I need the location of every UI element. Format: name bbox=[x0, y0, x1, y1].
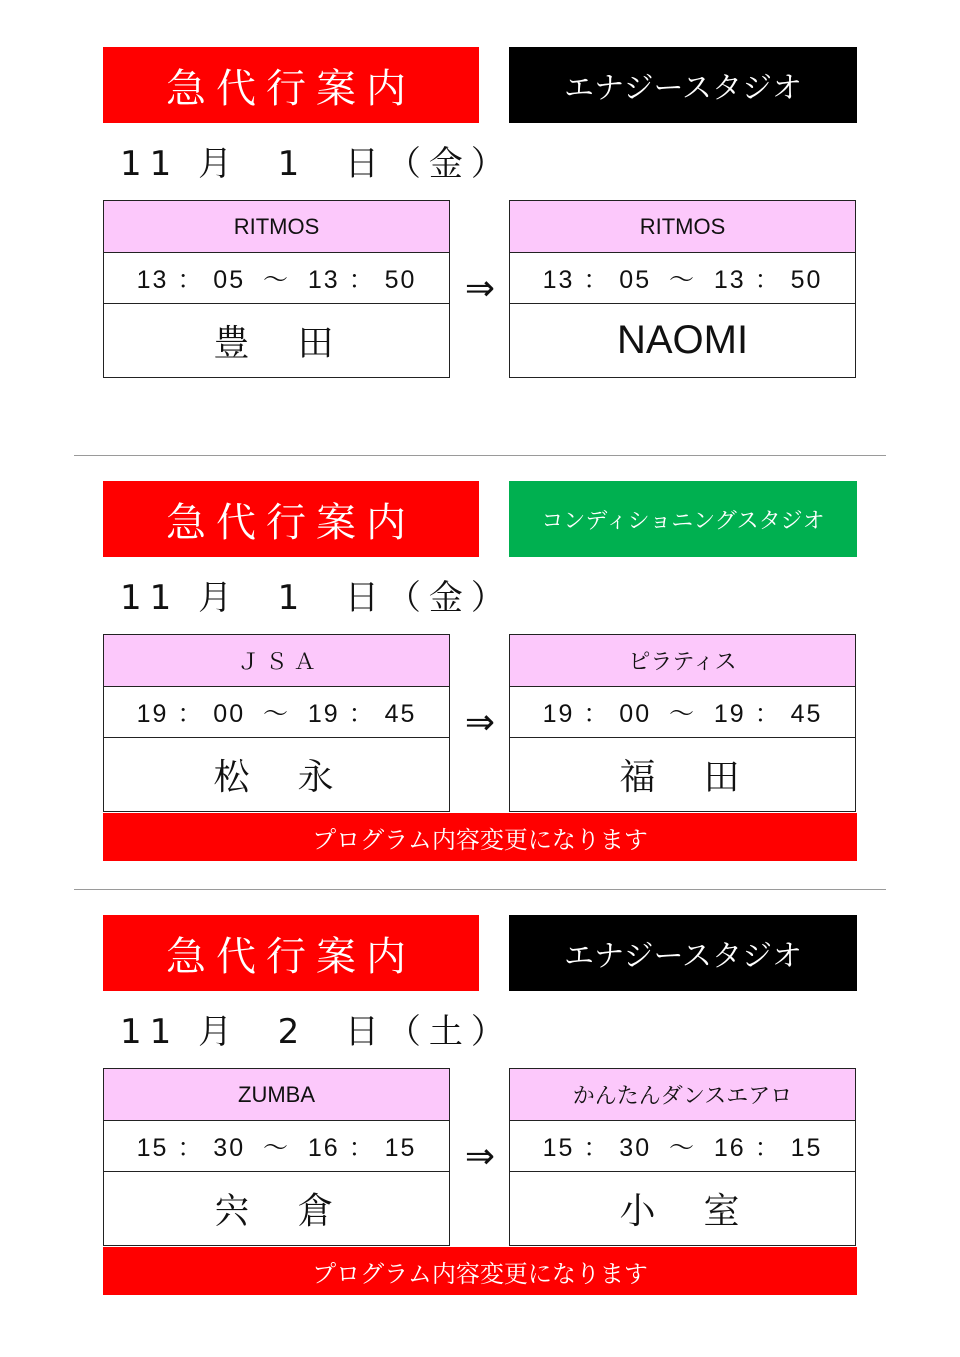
substitute-class-card bbox=[509, 200, 856, 378]
instructor-name: 小 室 bbox=[619, 1190, 746, 1232]
class-time: 15 ： 30 ～ 16 ： 15 bbox=[510, 1121, 855, 1172]
class-time: 15 ： 30 ～ 16 ： 15 bbox=[104, 1121, 449, 1172]
program-name: ZUMBA bbox=[104, 1069, 449, 1121]
instructor-name: 宍 倉 bbox=[213, 1190, 340, 1232]
notice-date: 11 月 2 日（土） bbox=[120, 1012, 513, 1052]
instructor-name: 松 永 bbox=[213, 756, 340, 798]
notice-banner: 急代行案内 bbox=[103, 481, 479, 557]
class-time: 13 ： 05 ～ 13 ： 50 bbox=[104, 253, 449, 304]
notice-date: 11 月 1 日（金） bbox=[120, 578, 513, 618]
instructor-name: 豊 田 bbox=[213, 322, 340, 364]
studio-label: エナジースタジオ bbox=[509, 47, 857, 123]
program-name: RITMOS bbox=[104, 201, 449, 253]
program-change-note: プログラム内容変更になります bbox=[103, 813, 857, 861]
studio-label: コンディショニングスタジオ bbox=[509, 481, 857, 557]
substitution-notice-3 bbox=[0, 868, 960, 1288]
substitution-notice-2 bbox=[0, 434, 960, 854]
original-class-card bbox=[103, 634, 450, 812]
program-name: Ｊ Ｓ Ａ bbox=[104, 635, 449, 687]
notice-date: 11 月 1 日（金） bbox=[120, 144, 513, 184]
program-name: かんたんダンスエアロ bbox=[510, 1069, 855, 1121]
class-time: 19 ： 00 ～ 19 ： 45 bbox=[104, 687, 449, 738]
right-arrow-icon: ⇒ bbox=[464, 268, 496, 309]
right-arrow-icon: ⇒ bbox=[464, 702, 496, 743]
right-arrow-icon: ⇒ bbox=[464, 1136, 496, 1177]
substitute-class-card bbox=[509, 634, 856, 812]
studio-label: エナジースタジオ bbox=[509, 915, 857, 991]
program-change-note: プログラム内容変更になります bbox=[103, 1247, 857, 1295]
instructor-name: 福 田 bbox=[619, 756, 746, 798]
notice-banner: 急代行案内 bbox=[103, 915, 479, 991]
original-class-card bbox=[103, 1068, 450, 1246]
original-class-card bbox=[103, 200, 450, 378]
program-name: ピラティス bbox=[510, 635, 855, 687]
substitute-class-card bbox=[509, 1068, 856, 1246]
instructor-name: NAOMI bbox=[616, 317, 749, 362]
class-time: 13 ： 05 ～ 13 ： 50 bbox=[510, 253, 855, 304]
notice-banner: 急代行案内 bbox=[103, 47, 479, 123]
substitution-notice-1 bbox=[0, 0, 960, 420]
class-time: 19 ： 00 ～ 19 ： 45 bbox=[510, 687, 855, 738]
program-name: RITMOS bbox=[510, 201, 855, 253]
